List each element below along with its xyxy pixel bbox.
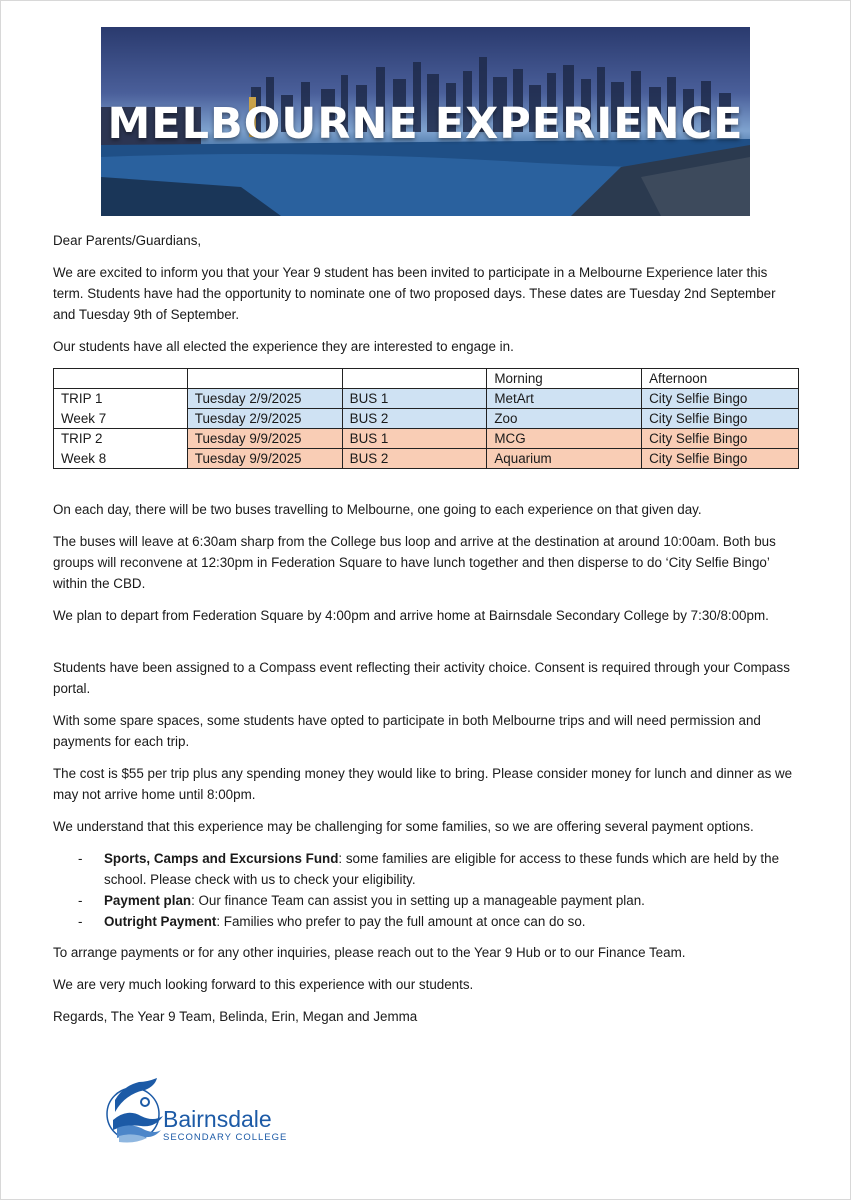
list-item — [53, 848, 798, 890]
option-text: : Families who prefer to pay the full amount at once can do so. — [216, 914, 586, 929]
table-row — [54, 449, 799, 469]
cost-paragraph: The cost is $55 per trip plus any spending money they would like to bring. Please consider money for lunch and dinner as we may not arrive home until 8:00pm. — [53, 766, 793, 802]
trip-morning: Aquarium — [487, 449, 642, 469]
option-title: Payment plan — [104, 893, 192, 908]
signature-line: Regards, The Year 9 Team, Belinda, Erin, Megan and Jemma — [53, 1009, 418, 1024]
option-text: : some families are eligible for access to these funds which are held by the school. Please check with us to check your eligibility. — [104, 851, 780, 887]
intro-paragraph-block — [53, 262, 798, 325]
payment-options-list — [53, 848, 798, 932]
regards-block — [53, 1006, 798, 1027]
list-item — [53, 911, 798, 932]
letter-greeting-section — [53, 230, 798, 251]
return-paragraph-block — [53, 605, 798, 626]
option-title: Sports, Camps and Excursions Fund — [104, 851, 339, 866]
greeting: Dear Parents/Guardians, — [53, 233, 202, 248]
inquiries-paragraph-block — [53, 942, 798, 963]
cost-paragraph-block — [53, 763, 798, 805]
looking-forward-paragraph: We are very much looking forward to this experience with our students. — [53, 977, 474, 992]
payment-options-block — [53, 848, 798, 932]
trip-schedule-table — [53, 368, 799, 469]
trip-afternoon: City Selfie Bingo — [642, 449, 799, 469]
trip-date: Tuesday 2/9/2025 — [187, 409, 342, 429]
trip-bus: BUS 2 — [342, 409, 487, 429]
trip-bus: BUS 1 — [342, 429, 487, 449]
trip-bus: BUS 2 — [342, 449, 487, 469]
logo-subtitle: SECONDARY COLLEGE — [163, 1132, 288, 1143]
compass-paragraph: Students have been assigned to a Compass event reflecting their activity choice. Consent is required through your Compass portal. — [53, 660, 790, 696]
table-header-cell — [187, 369, 342, 389]
trip-label: TRIP 2 — [54, 429, 188, 449]
trip-week: Week 7 — [54, 409, 188, 429]
table-row — [54, 429, 799, 449]
banner-title: MELBOURNE EXPERIENCE — [107, 99, 744, 149]
trip-morning: MetArt — [487, 389, 642, 409]
trip-date: Tuesday 9/9/2025 — [187, 429, 342, 449]
elected-paragraph: Our students have all elected the experience they are interested to engage in. — [53, 339, 514, 354]
intro-paragraph: We are excited to inform you that your Year 9 student has been invited to participate in a Melbourne Experience later this term. Students have had the opportunity to nominate one of two proposed days. These dates are Tuesday 2nd September and Tuesday 9th of September. — [53, 265, 776, 322]
return-paragraph: We plan to depart from Federation Square by 4:00pm and arrive home at Bairnsdale Secondary College by 7:30/8:00pm. — [53, 608, 769, 623]
table-header-cell — [342, 369, 487, 389]
table-row — [54, 409, 799, 429]
buses-paragraph: On each day, there will be two buses travelling to Melbourne, one going to each experience on that given day. — [53, 502, 702, 517]
table-header-cell — [54, 369, 188, 389]
option-title: Outright Payment — [104, 914, 217, 929]
payment-intro-block — [53, 816, 798, 837]
table-header-afternoon: Afternoon — [642, 369, 799, 389]
table-header-morning: Morning — [487, 369, 642, 389]
looking-forward-block — [53, 974, 798, 995]
buses-paragraph-block — [53, 499, 798, 520]
school-logo — [105, 1072, 305, 1152]
trip-afternoon: City Selfie Bingo — [642, 429, 799, 449]
both-trips-paragraph-block — [53, 710, 798, 752]
list-dash: - — [78, 893, 83, 908]
trip-morning: Zoo — [487, 409, 642, 429]
schedule-paragraph: The buses will leave at 6:30am sharp from the College bus loop and arrive at the destination at around 10:00am. Both bus groups will reconvene at 12:30pm in Federation Square to have lunch together and then disperse to do ‘City Selfie Bingo’ within the CBD. — [53, 534, 776, 591]
list-dash: - — [78, 851, 83, 866]
payment-intro-paragraph: We understand that this experience may be challenging for some families, so we are offering several payment options. — [53, 819, 754, 834]
trip-week: Week 8 — [54, 449, 188, 469]
list-item — [53, 890, 798, 911]
trip-afternoon: City Selfie Bingo — [642, 389, 799, 409]
dragon-wave-crest-icon — [105, 1072, 165, 1152]
trip-date: Tuesday 9/9/2025 — [187, 449, 342, 469]
header-banner-image — [101, 27, 750, 216]
logo-name: Bairnsdale — [163, 1106, 272, 1132]
trip-date: Tuesday 2/9/2025 — [187, 389, 342, 409]
trip-label: TRIP 1 — [54, 389, 188, 409]
table-header-row — [54, 369, 799, 389]
option-text: : Our finance Team can assist you in setting up a manageable payment plan. — [191, 893, 645, 908]
schedule-paragraph-block — [53, 531, 798, 594]
trip-morning: MCG — [487, 429, 642, 449]
inquiries-paragraph: To arrange payments or for any other inquiries, please reach out to the Year 9 Hub or to our Finance Team. — [53, 945, 686, 960]
table-row — [54, 389, 799, 409]
list-dash: - — [78, 914, 83, 929]
both-trips-paragraph: With some spare spaces, some students have opted to participate in both Melbourne trips and will need permission and payments for each trip. — [53, 713, 761, 749]
trip-bus: BUS 1 — [342, 389, 487, 409]
compass-paragraph-block — [53, 657, 798, 699]
elected-paragraph-block — [53, 336, 798, 357]
trip-afternoon: City Selfie Bingo — [642, 409, 799, 429]
